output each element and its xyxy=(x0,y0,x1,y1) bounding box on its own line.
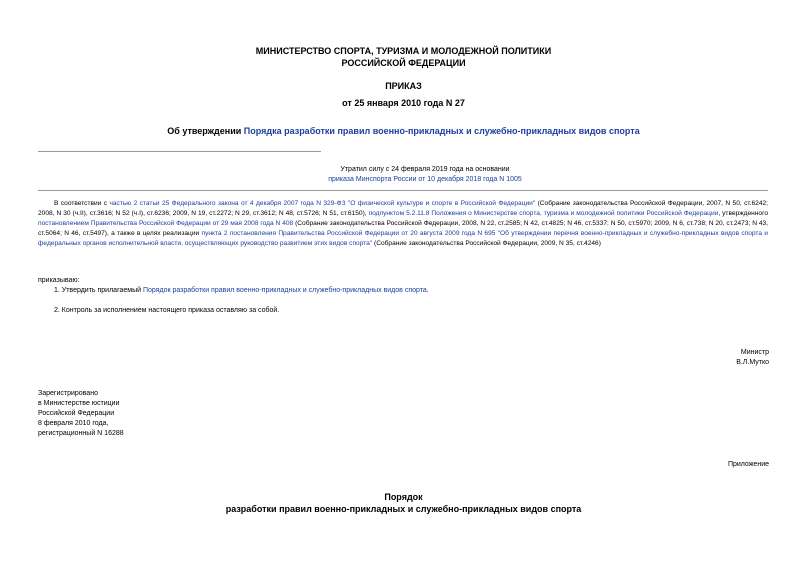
registration-line-1: Зарегистрировано xyxy=(38,390,98,397)
registration-line-3: Российской Федерации xyxy=(38,410,115,417)
document-date: от 25 января 2010 года N 27 xyxy=(342,98,465,108)
preamble-text-4: (Собрание законодательства Российской Федерации, 2008, N 22, ст.2585; N 42, ст.4825; N 46, ст.5337; N 50, ст.5970; 2009, N 6, ст.738; N 20, ст.2473; N 43, ст.5064; N 46, ст.5497), а также в целях реализации xyxy=(38,220,768,237)
appendix-title-line2: разработки правил военно-прикладных и служебно-прикладных видов спорта xyxy=(225,504,582,514)
document-type: ПРИКАЗ xyxy=(385,81,422,91)
order-item-2: 2. Контроль за исполнением настоящего приказа оставляю за собой. xyxy=(54,307,280,314)
ministry-name-line2: РОССИЙСКОЙ ФЕДЕРАЦИИ xyxy=(341,58,466,68)
registration-line-4: 8 февраля 2010 года, xyxy=(38,420,109,427)
registration-line-5: регистрационный N 16288 xyxy=(38,430,124,437)
order-item-1 xyxy=(54,286,768,296)
title-prefix: Об утверждении xyxy=(167,126,244,136)
status-line: Утратил силу с 24 февраля 2019 года на основании xyxy=(340,166,510,173)
preamble-text-2: (Собрание законодательства Российской Федерации, 2007, N 50, ст.6242; 2008, N 30 (ч.II), ст.3616; N 52 (ч.I), ст.6236; 2009, N 19, ст.2272; N 29, ст.3612; N 48, ст.5726; N 51, ст.6150), xyxy=(38,200,768,217)
resolution-link[interactable]: постановлением Правительства Российской Федерации от 29 мая 2008 года N 408 xyxy=(38,220,294,227)
registration-block xyxy=(38,389,124,439)
law-link[interactable]: частью 2 статьи 25 Федерального закона от 4 декабря 2007 года N 329-ФЗ "О физической культуре и спорте в Российской Федерации" xyxy=(109,200,536,207)
divider-long xyxy=(38,190,768,191)
preamble-text-3: , утвержденного xyxy=(718,210,769,217)
signature-name: В.Л.Мутко xyxy=(736,359,769,366)
preamble-text-5: (Собрание законодательства Российской Федерации, 2009, N 35, ст.4246) xyxy=(372,240,601,247)
item1-suffix: . xyxy=(426,287,429,294)
appendix-title-line1: Порядок xyxy=(384,492,423,502)
ministry-name-line1: МИНИСТЕРСТВО СПОРТА, ТУРИЗМА И МОЛОДЕЖНОЙ ПОЛИТИКИ xyxy=(255,46,552,56)
regulation-link[interactable]: подпунктом 5.2.11.8 Положения о Министерстве спорта, туризма и молодежной политики Российской Федерации xyxy=(368,210,719,217)
document-title xyxy=(0,125,807,137)
title-link[interactable]: Порядка разработки правил военно-прикладных и служебно-прикладных видов спорта xyxy=(243,126,640,136)
procedure-link[interactable]: Порядок разработки правил военно-прикладных и служебно-прикладных видов спорта xyxy=(142,287,427,294)
preamble-paragraph xyxy=(38,199,768,249)
preamble-text-1: В соответствии с xyxy=(54,200,110,207)
status-link[interactable]: приказа Минспорта России от 10 декабря 2018 года N 1005 xyxy=(328,176,522,183)
order-word: приказываю: xyxy=(38,277,80,284)
status-note xyxy=(300,165,550,185)
item1-prefix: 1. Утвердить прилагаемый xyxy=(54,287,143,294)
signature-block xyxy=(736,348,769,368)
appendix-label: Приложение xyxy=(727,461,769,468)
signature-position: Министр xyxy=(740,349,769,356)
registration-line-2: в Министерстве юстиции xyxy=(38,400,120,407)
divider-short xyxy=(38,151,321,152)
resolution-695-link[interactable]: пункта 2 постановления Правительства Российской Федерации от 20 августа 2009 года N 695 "Об утверждении перечня военно-прикладных и служебно-прикладных видов спорта и федеральных органов исполнительной власти, осуществляющих руководство развитием этих видов спорта" xyxy=(38,230,768,247)
